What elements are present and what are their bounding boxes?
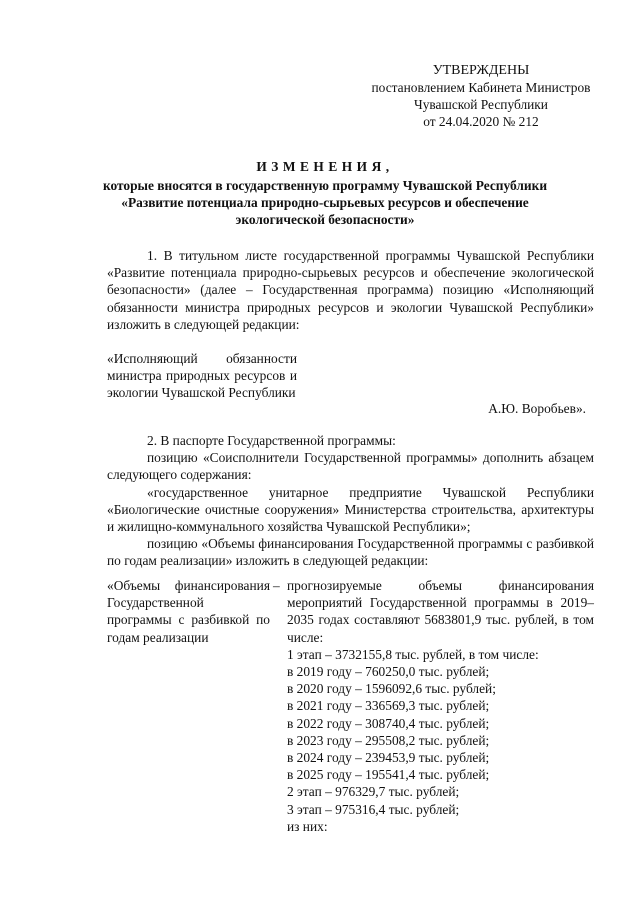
section-1 — [107, 247, 594, 333]
financing-line: в 2023 году – 295508,2 тыс. рублей; — [287, 732, 490, 748]
financing-line: в 2020 году – 1596092,6 тыс. рублей; — [287, 681, 496, 697]
title-sub-1: которые вносятся в государственную программу Чувашской Республики — [102, 178, 548, 193]
approval-line-3: от 24.04.2020 № 212 — [423, 114, 539, 129]
financing-line: в 2025 году – 195541,4 тыс. рублей; — [287, 767, 490, 783]
title-main: ИЗМЕНЕНИЯ, — [256, 159, 394, 174]
approval-heading: УТВЕРЖДЕНЫ — [432, 63, 530, 78]
financing-description: прогнозируемые объемы финансирования мероприятий Государственной программы в 2019–2035 годах составляют 5683801,9 тыс. рублей, в том числе: — [287, 578, 594, 645]
executor-name: А.Ю. Воробьев». — [488, 401, 586, 416]
section-2 — [107, 432, 594, 570]
financing-line: в 2019 году – 760250,0 тыс. рублей; — [287, 664, 490, 680]
section-2-para-2: «государственное унитарное предприятие Чувашской Республики «Биологические очистные сооружения» Министерства строительства, архитектуры и жилищно-коммунального хозяйства Чувашской Республики»; — [107, 484, 594, 535]
financing-line: 2 этап – 976329,7 тыс. рублей; — [287, 784, 460, 800]
section-2-heading: 2. В паспорте Государственной программы: — [147, 433, 396, 448]
financing-line: в 2022 году – 308740,4 тыс. рублей; — [287, 715, 490, 731]
financing-line: в 2021 году – 336569,3 тыс. рублей; — [287, 698, 490, 714]
financing-values — [287, 577, 594, 835]
financing-line: из них: — [287, 818, 328, 834]
approval-line-2: Чувашской Республики — [414, 97, 548, 112]
approval-line-1: постановлением Кабинета Министров — [371, 80, 591, 95]
financing-line: в 2024 году – 239453,9 тыс. рублей; — [287, 750, 490, 766]
section-2-para-3: позицию «Объемы финансирования Государственной программы с разбивкой по годам реализации» изложить в следующей редакции: — [107, 536, 594, 569]
financing-line: 3 этап – 975316,4 тыс. рублей; — [287, 801, 460, 817]
section-1-text: 1. В титульном листе государственной программы Чувашской Республики «Развитие потенциала природно-сырьевых ресурсов и обеспечение экологической безопасности» (далее – Государственная программа) позицию «Исполняющий обязанности министра природных ресурсов и экологии Чувашской Республики» изложить в следующей редакции: — [107, 248, 594, 332]
title-sub-3: экологической безопасности» — [235, 212, 415, 227]
executor-position: «Исполняющий обязанности министра природных ресурсов и экологии Чувашской Республики — [107, 351, 297, 401]
executor-block — [107, 350, 594, 420]
section-2-para-1: позицию «Соисполнители Государственной программы» дополнить абзацем следующего содержания: — [107, 450, 594, 483]
title-sub-2: «Развитие потенциала природно-сырьевых ресурсов и обеспечение — [121, 195, 529, 210]
document-title — [90, 158, 560, 228]
financing-line: 1 этап – 3732155,8 тыс. рублей, в том числе: — [287, 646, 539, 662]
approval-block — [356, 62, 606, 130]
financing-dash: – — [273, 578, 280, 593]
financing-label: «Объемы финансирования Государственной программы с разбивкой по годам реализации — [107, 578, 270, 645]
